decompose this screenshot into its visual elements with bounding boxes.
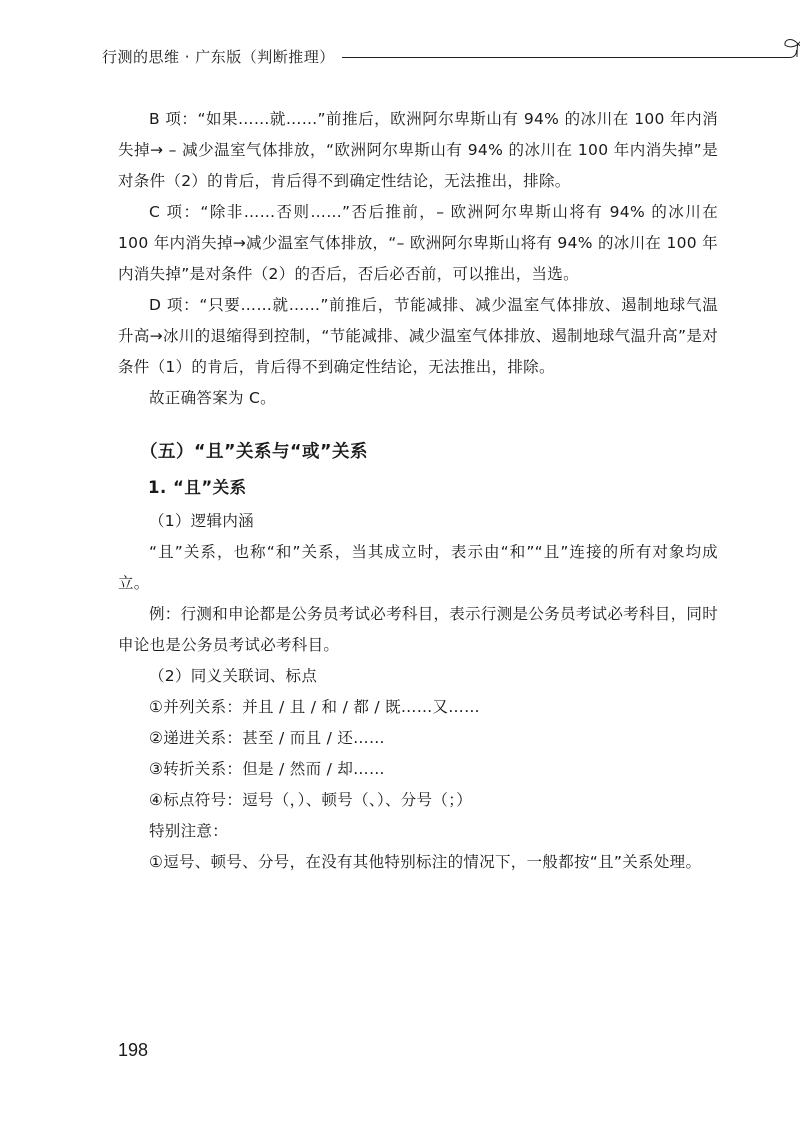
example-paragraph: 例：行测和申论都是公务员考试必考科目，表示行测是公务员考试必考科目，同时申论也是公务员考试必考科目。 (118, 605, 718, 654)
note-label: 特别注意： (149, 822, 229, 840)
list-item: ②递进关系：甚至 / 而且 / 还…… (149, 729, 385, 747)
paragraph-option-b: B 项：“如果……就……”前推后，欧洲阿尔卑斯山有 94% 的冰川在 100 年内消失掉→ – 减少温室气体排放，“欧洲阿尔卑斯山有 94% 的冰川在 100 年内消失掉”是对条件（2）的肯后，肯后得不到确定性结论，无法推出，排除。 (118, 110, 718, 190)
list-item: ③转折关系：但是 / 然而 / 却…… (149, 760, 385, 778)
list-item: ①并列关系：并且 / 且 / 和 / 都 / 既……又…… (149, 698, 480, 716)
section-heading: （五）“且”关系与“或”关系 (140, 442, 369, 462)
page-content (118, 104, 718, 878)
running-header (102, 36, 714, 66)
item-heading-logic: （1）逻辑内涵 (149, 512, 254, 530)
sprout-icon (778, 36, 800, 58)
paragraph-option-d: D 项：“只要……就……”前推后，节能减排、减少温室气体排放、遏制地球气温升高→冰川的退缩得到控制，“节能减排、减少温室气体排放、遏制地球气温升高”是对条件（1）的肯后，肯后得不到确定性结论，无法推出，排除。 (118, 296, 718, 376)
subsection-heading: 1. “且”关系 (148, 478, 247, 497)
item-heading-connectives: （2）同义关联词、标点 (149, 667, 318, 685)
running-header-title: 行测的思维 · 广东版（判断推理） (102, 48, 335, 66)
answer-line: 故正确答案为 C。 (149, 389, 276, 407)
header-rule (342, 57, 790, 58)
note-paragraph: ①逗号、顿号、分号，在没有其他特别标注的情况下，一般都按“且”关系处理。 (149, 853, 702, 871)
paragraph-option-c: C 项：“除非……否则……”否后推前，– 欧洲阿尔卑斯山将有 94% 的冰川在 100 年内消失掉→减少温室气体排放，“– 欧洲阿尔卑斯山将有 94% 的冰川在 100 年内消失掉”是对条件（2）的否后，否后必否前，可以推出，当选。 (118, 203, 718, 283)
definition-paragraph: “且”关系，也称“和”关系，当其成立时，表示由“和”“且”连接的所有对象均成立。 (118, 543, 718, 592)
page-number: 198 (118, 1040, 149, 1060)
list-item: ④标点符号：逗号（，）、顿号（、）、分号（；） (149, 791, 473, 809)
